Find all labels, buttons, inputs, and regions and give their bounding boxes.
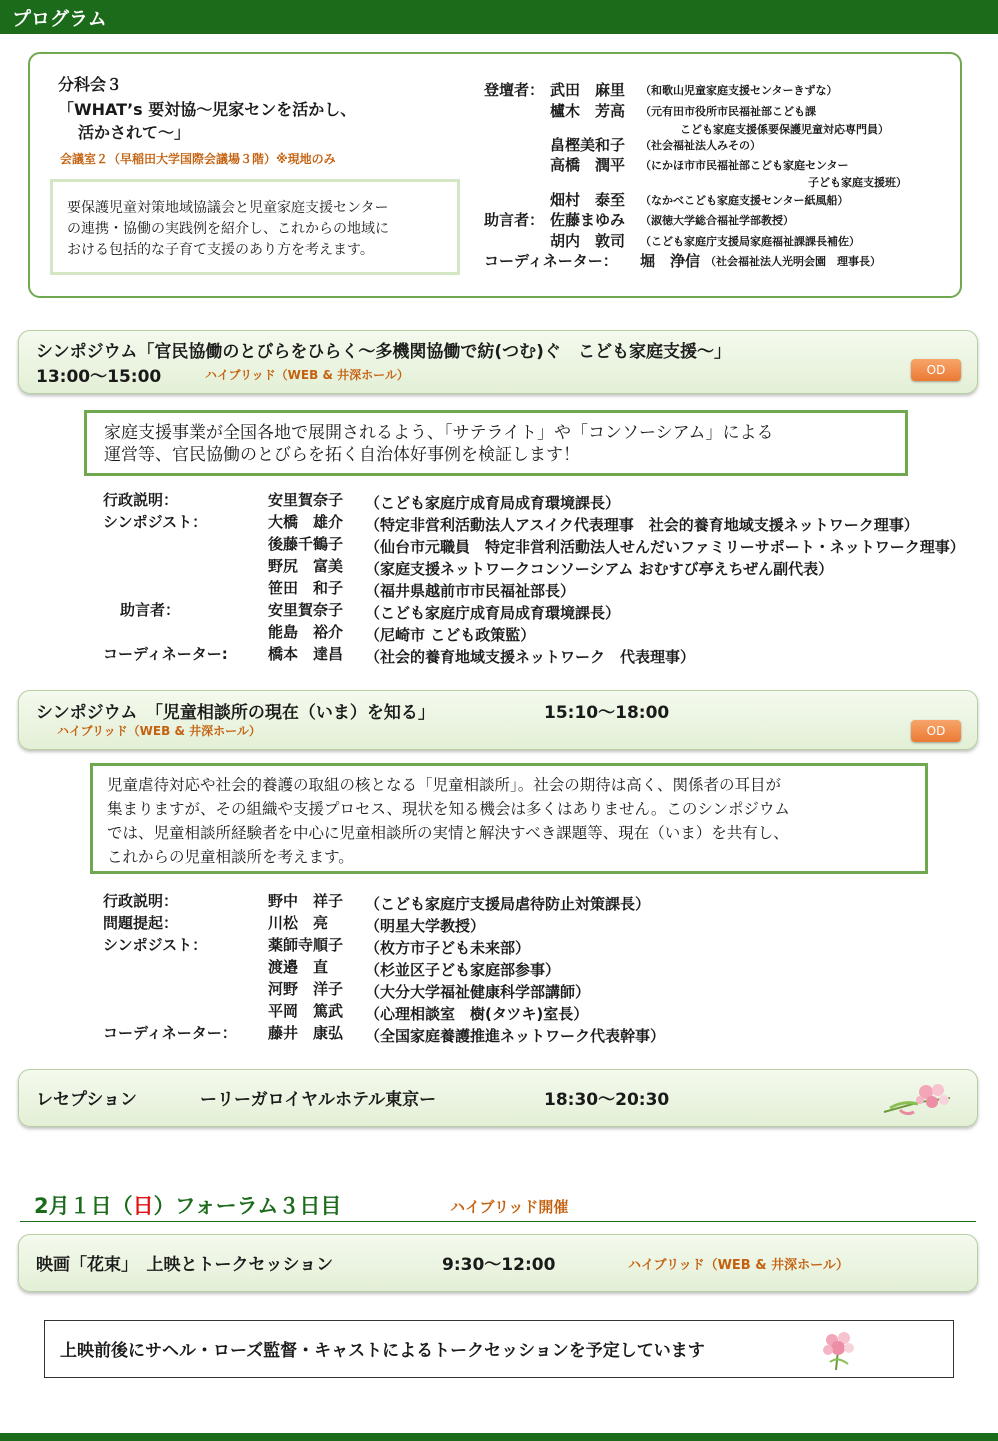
day3-heading: [34, 1190, 341, 1220]
session3-desc-line: 要保護児童対策地域協議会と児童家庭支援センター: [67, 200, 389, 216]
person-name: 平岡 篤武: [268, 1002, 344, 1020]
session3-room: 会議室２（早稲田大学国際会議場３階）※現地のみ: [60, 152, 336, 166]
role-label: 助言者：: [120, 601, 181, 619]
symposium1-desc-line: 運営等、官民協働のとびらを拓く自治体好事例を検証します！: [104, 445, 580, 465]
role-label: シンポジスト：: [103, 936, 208, 954]
role-label: シンポジスト：: [103, 513, 208, 531]
person-name: 川松 亮: [268, 914, 329, 932]
coordinator-name: 堀 浄信: [640, 252, 701, 270]
symposium2-desc-line: 児童虐待対応や社会的養護の取組の核となる「児童相談所」。社会の期待は高く、関係者の耳目が: [107, 776, 781, 794]
session3-description-box: [50, 179, 460, 275]
person-affiliation: （仙台市元職員 特定非営利活動法人せんだいファミリーサポート・ネットワーク理事）: [365, 538, 965, 556]
person-affiliation: （明星大学教授）: [365, 917, 486, 935]
day3-divider: [20, 1221, 976, 1222]
advisor-name: 佐藤まゆみ: [550, 211, 626, 229]
symposium2-desc-line: 集まりますが、その組織や支援プロセス、現状を知る機会は多くはありません。このシンポジウム: [107, 800, 790, 818]
session3-desc-line: の連携・協働の実践例を紹介し、これからの地域に: [67, 221, 389, 237]
session3-desc-line: おける包括的な子育て支援のあり方を考えます。: [67, 242, 374, 258]
person-affiliation: （家庭支援ネットワークコンソーシアム おむすび亭えちぜん副代表）: [365, 560, 834, 578]
advisor-name: 胡内 敦司: [550, 232, 626, 250]
speaker-name: 高橋 潤平: [550, 156, 626, 174]
role-label: 問題提起：: [103, 914, 179, 932]
symposium2-time: 15:10～18:00: [544, 703, 670, 723]
person-affiliation: （特定非営利活動法人アスイク代表理事 社会的養育地域支援ネットワーク理事）: [365, 516, 919, 534]
speaker-affiliation: （元有田市役所市民福祉部こども課: [640, 105, 816, 118]
speaker-name: 畠樫美和子: [550, 136, 626, 154]
person-affiliation: （こども家庭庁支援局虐待防止対策課長）: [365, 895, 651, 913]
symposium2-mode: ハイブリッド（WEB & 井深ホール）: [57, 724, 261, 738]
person-affiliation: （心理相談室 樹(タツキ)室長）: [365, 1005, 589, 1023]
person-name: 河野 洋子: [268, 980, 344, 998]
flower-icon: [816, 1326, 862, 1374]
person-name: 藤井 康弘: [268, 1024, 344, 1042]
person-affiliation: （こども家庭庁成育局成育環境課長）: [365, 604, 621, 622]
movie-mode: ハイブリッド（WEB & 井深ホール）: [628, 1258, 849, 1273]
movie-title: 映画「花束」 上映とトークセッション: [36, 1255, 334, 1275]
speaker-affiliation: （和歌山児童家庭支援センターきずな）: [640, 84, 838, 97]
symposium2-desc-line: では、児童相談所経験者を中心に児童相談所の実情と解決すべき課題等、現在（いま）を共有し、: [107, 824, 789, 842]
person-name: 野尻 富美: [268, 557, 344, 575]
speaker-name: 櫨木 芳高: [550, 102, 626, 120]
day3-weekday: 日: [132, 1194, 154, 1218]
person-name: 安里賀奈子: [268, 491, 344, 509]
person-affiliation: （福井県越前市市民福祉部長）: [365, 582, 576, 600]
session3-subtitle-2: 活かされて～」: [78, 123, 191, 142]
symposium2-od-button[interactable]: OD: [911, 720, 961, 742]
person-affiliation: （大分大学福祉健康科学部講師）: [365, 983, 591, 1001]
person-affiliation: （全国家庭養護推進ネットワーク代表幹事）: [365, 1027, 666, 1045]
session3-title: 分科会３: [58, 75, 123, 94]
speaker-name: 武田 麻里: [550, 81, 626, 99]
flower-bouquet-icon: [880, 1078, 956, 1120]
person-name: 能島 裕介: [268, 623, 344, 641]
coordinator-affiliation: （社会福祉法人光明会園 理事長）: [705, 255, 881, 268]
person-affiliation: （枚方市子ども未来部）: [365, 939, 531, 957]
advisor-affiliation: （淑徳大学総合福祉学部教授）: [640, 214, 794, 227]
person-name: 笹田 和子: [268, 579, 344, 597]
person-name: 大橋 雄介: [268, 513, 344, 531]
reception-title: レセプション: [36, 1090, 137, 1110]
day3-date-suffix: ）フォーラム３日目: [153, 1194, 342, 1218]
person-affiliation: （こども家庭庁成育局成育環境課長）: [365, 494, 621, 512]
person-name: 野中 祥子: [268, 892, 344, 910]
session3-advisor-role: 助言者：: [484, 211, 545, 229]
symposium1-mode: ハイブリッド（WEB & 井深ホール）: [205, 368, 409, 382]
session3-subtitle-1: 「WHAT’s 要対協～児家センを活かし、: [58, 100, 357, 119]
symposium1-time: 13:00～15:00: [36, 367, 162, 387]
speaker-affiliation: （なかべこども家庭支援センター紙風船）: [640, 194, 849, 207]
role-label: コーディネーター:: [103, 645, 228, 663]
page-title: プログラム: [12, 8, 107, 30]
person-affiliation: （尼崎市 こども政策監）: [365, 626, 536, 644]
symposium1-od-button[interactable]: OD: [911, 359, 961, 381]
session3-coordinator-role: コーディネーター：: [484, 252, 618, 270]
symposium1-description-box: [84, 410, 908, 476]
person-name: 安里賀奈子: [268, 601, 344, 619]
person-name: 薬師寺順子: [268, 936, 344, 954]
speaker-affiliation: （社会福祉法人みその）: [640, 139, 761, 152]
symposium2-desc-line: これからの児童相談所を考えます。: [107, 848, 354, 866]
role-label: 行政説明：: [103, 892, 179, 910]
symposium2-description-box: [90, 763, 928, 874]
person-name: 後藤千鶴子: [268, 535, 344, 553]
person-affiliation: （杉並区子ども家庭部参事）: [365, 961, 561, 979]
person-name: 渡邉 直: [268, 958, 329, 976]
day3-mode: ハイブリッド開催: [450, 1198, 569, 1216]
day3-date-prefix: 2月１日（: [34, 1194, 133, 1218]
speaker-name: 畑村 泰至: [550, 191, 626, 209]
movie-time: 9:30～12:00: [442, 1255, 556, 1275]
header-bar: [0, 0, 998, 34]
movie-note: 上映前後にサヘル・ローズ監督・キャストによるトークセッションを予定しています: [60, 1341, 705, 1361]
person-affiliation: （社会的養育地域支援ネットワーク 代表理事）: [365, 648, 696, 666]
person-name: 橋本 達昌: [268, 645, 344, 663]
role-label: コーディネーター：: [103, 1024, 237, 1042]
speaker-affiliation: （にかほ市市民福祉部こども家庭センター: [640, 159, 849, 172]
session3-speaker-role: 登壇者：: [484, 81, 545, 99]
role-label: 行政説明：: [103, 491, 179, 509]
advisor-affiliation: （こども家庭庁支援局家庭福祉課課長補佐）: [640, 235, 860, 248]
speaker-affiliation: 子ども家庭支援班）: [808, 176, 907, 189]
speaker-affiliation: こども家庭支援係要保護児童対応専門員）: [680, 123, 889, 136]
reception-venue: ーリーガロイヤルホテル東京ー: [200, 1090, 437, 1110]
symposium2-title: シンポジウム 「児童相談所の現在（いま）を知る」: [36, 703, 435, 723]
footer-bar: [0, 1433, 998, 1441]
symposium1-desc-line: 家庭支援事業が全国各地で展開されるよう、「サテライト」や「コンソーシアム」による: [104, 423, 774, 443]
symposium1-title: シンポジウム「官民協働のとびらをひらく～多機関協働で紡(つむ)ぐ こども家庭支援～」: [36, 342, 731, 362]
reception-time: 18:30～20:30: [544, 1090, 670, 1110]
reception-banner: [18, 1069, 978, 1127]
